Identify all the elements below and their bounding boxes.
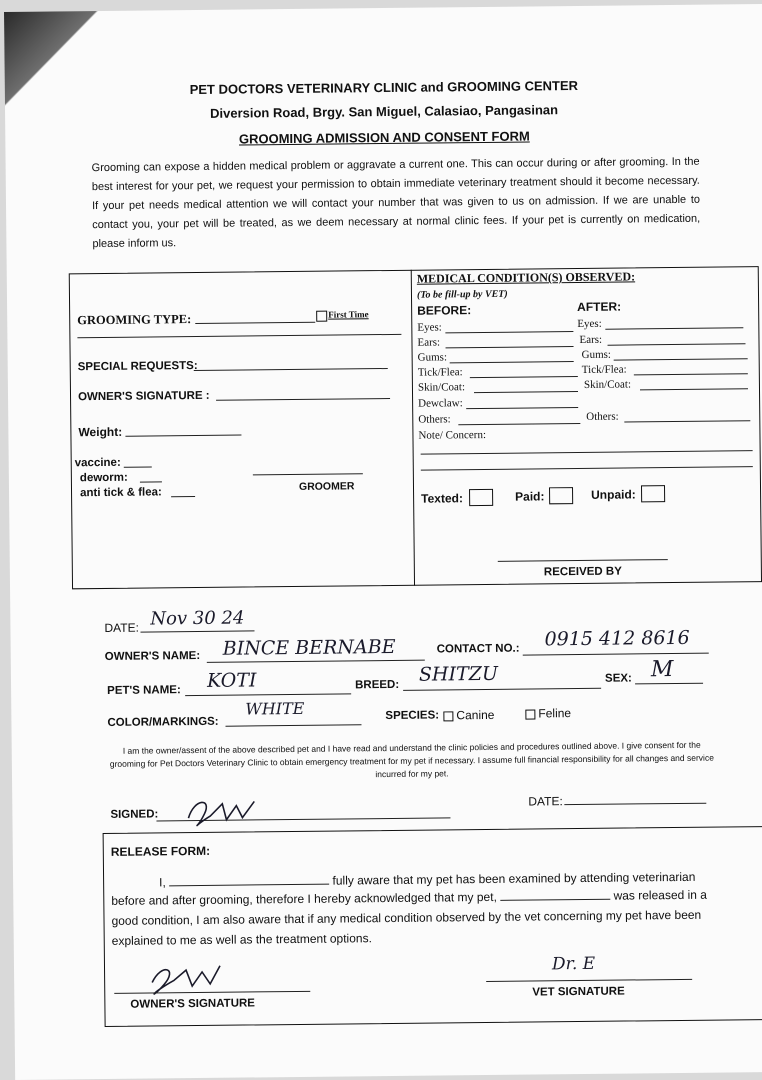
species-label: SPECIES: <box>385 709 440 723</box>
breed-value: SHITZU <box>418 662 499 686</box>
paid-box[interactable] <box>549 487 573 504</box>
form-title: GROOMING ADMISSION AND CONSENT FORM <box>238 128 530 147</box>
deworm-line[interactable] <box>140 481 162 482</box>
feline-checkbox[interactable] <box>525 709 535 719</box>
canine-checkbox[interactable] <box>443 711 453 721</box>
before-skincoat: Skin/Coat: <box>417 381 466 394</box>
clinic-name: PET DOCTORS VETERINARY CLINIC and GROOMING CENTER <box>189 77 579 98</box>
note-concern-label: Note/ Concern: <box>418 428 487 442</box>
before-dewclaw: Dewclaw: <box>418 397 463 410</box>
date-value: Nov 30 24 <box>150 607 245 630</box>
consent-text: I am the owner/assent of the above described pet and I have read and understand the clinic policies and procedures outlined above. I give consent for the grooming for Pet Doctors Veterinary Clinic to obtain emergency treatment for my pet if necessary. I assume full financial responsibility for all changes and service incurred for my pet. <box>109 739 714 780</box>
owner-signature-label: OWNER'S SIGNATURE : <box>77 389 210 404</box>
texted-box[interactable] <box>469 489 493 506</box>
before-heading: BEFORE: <box>417 303 472 318</box>
vet-signature-label: VET SIGNATURE <box>532 985 625 999</box>
consent-date-line[interactable] <box>564 803 706 805</box>
special-requests-label: SPECIAL REQUESTS: <box>77 359 198 374</box>
before-gums: Gums: <box>417 351 448 364</box>
contact-value: 0915 412 8616 <box>544 626 690 651</box>
before-others: Others: <box>418 413 451 426</box>
before-eyes: Eyes: <box>417 321 442 334</box>
release-i: I, <box>159 875 166 890</box>
owner-name-value: BINCE BERNABE <box>222 635 396 660</box>
release-p2b: was released in a <box>613 887 708 903</box>
page-corner-shadow <box>4 11 125 122</box>
color-line[interactable] <box>225 724 361 726</box>
contact-label: CONTACT NO.: <box>436 642 520 656</box>
release-pet-blank[interactable] <box>500 887 610 901</box>
release-name-blank[interactable] <box>169 872 329 887</box>
signature-scribble <box>182 793 262 830</box>
feline-option[interactable] <box>525 706 571 720</box>
after-heading: AFTER: <box>577 299 622 315</box>
consent-date-label: DATE: <box>528 794 563 809</box>
owner-scribble-signature <box>182 793 262 836</box>
groomer-label: GROOMER <box>298 480 355 493</box>
weight-label: Weight: <box>78 424 123 440</box>
pet-name-label: PET'S NAME: <box>107 684 181 697</box>
vet-handwritten-signature: Dr. E <box>551 953 596 975</box>
sex-value: M <box>650 657 674 683</box>
form-page <box>4 4 762 1080</box>
medical-subtitle: (To be fill-up by VET) <box>416 288 508 301</box>
date-label: DATE: <box>104 620 139 635</box>
release-p2a: before and after grooming, therefore I hereby acknowledged that my pet, <box>111 889 497 908</box>
after-tickflea: Tick/Flea: <box>581 363 627 376</box>
medical-title: MEDICAL CONDITION(S) OBSERVED: <box>416 269 636 286</box>
before-ears: Ears: <box>417 336 441 349</box>
date-line[interactable] <box>140 630 254 632</box>
release-line-3: good condition, I am also aware that if any medical condition observed by the vet concerning my pet have been <box>111 907 702 928</box>
after-ears: Ears: <box>579 333 603 346</box>
breed-label: BREED: <box>355 678 400 692</box>
owner-name-line[interactable] <box>207 660 425 663</box>
after-others: Others: <box>586 410 619 423</box>
unpaid-box[interactable] <box>641 485 665 502</box>
release-line-4: explained to me as well as the treatment options. <box>111 931 372 948</box>
canine-label: Canine <box>456 707 495 723</box>
pet-name-value: KOTI <box>206 669 257 692</box>
breed-line[interactable] <box>403 688 601 691</box>
vaccine-label: vaccine: <box>74 456 121 470</box>
texted-label: Texted: <box>421 491 463 506</box>
owner-name-label: OWNER'S NAME: <box>104 649 201 663</box>
clinic-address: Diversion Road, Brgy. San Miguel, Calasiao, Pangasinan <box>210 102 559 121</box>
sex-label: SEX: <box>604 672 632 685</box>
release-title: RELEASE FORM: <box>110 843 211 859</box>
feline-label: Feline <box>538 706 572 721</box>
after-skincoat: Skin/Coat: <box>583 378 632 391</box>
before-tickflea: Tick/Flea: <box>417 366 463 379</box>
color-label: COLOR/MARKINGS: <box>107 715 219 729</box>
sex-line[interactable] <box>635 683 703 685</box>
paid-label: Paid: <box>515 489 545 504</box>
unpaid-label: Unpaid: <box>591 487 636 502</box>
release-p1b: fully aware that my pet has been examined by attending veterinarian <box>332 869 696 888</box>
signed-label: SIGNED: <box>110 808 159 821</box>
anti-tick-label: anti tick & flea: <box>79 486 162 500</box>
grooming-type-label: GROOMING TYPE: <box>77 312 192 328</box>
after-gums: Gums: <box>581 348 612 361</box>
pet-name-line[interactable] <box>185 693 351 696</box>
first-time-label: First Time <box>328 309 369 320</box>
contact-line[interactable] <box>523 653 709 656</box>
first-time-checkbox[interactable] <box>316 311 327 322</box>
color-value: WHITE <box>245 698 305 719</box>
intro-paragraph: Grooming can expose a hidden medical problem or aggravate a current one. This can occur during or after grooming. In the best interest for your pet, we request your permission to obtain immediate veterinary treatment should it become necessary. If your pet needs medical attention we will contact your number that was given to us on admission. If we are unable to contact you, your pet will be treated, as we deem necessary at normal clinic fees. If your pet is currently on medication, please inform us. <box>91 155 701 251</box>
deworm-label: deworm: <box>79 471 128 485</box>
owner-release-signature-label: OWNER'S SIGNATURE <box>130 997 256 1011</box>
received-by-label: RECEIVED BY <box>543 565 622 579</box>
after-eyes: Eyes: <box>577 317 602 331</box>
owner-release-signature <box>144 962 224 1002</box>
canine-option[interactable] <box>443 708 494 723</box>
